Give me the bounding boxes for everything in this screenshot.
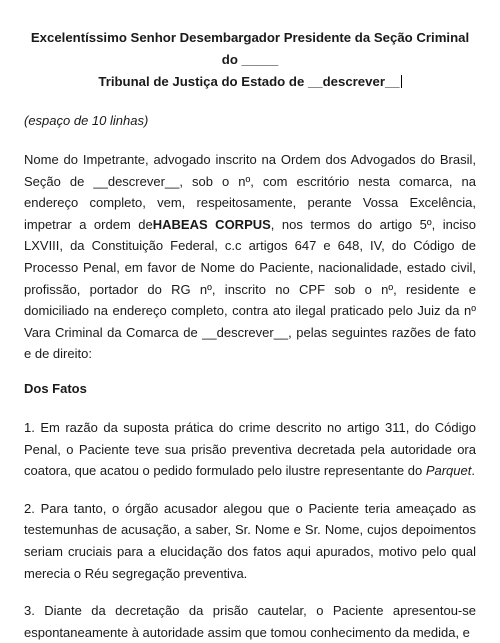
header-line-2	[24, 71, 476, 93]
intro-text-part-2: , nos termos do artigo 5º, inciso LXVIII, da Constituição Federal, c.c artigos 647 e 648, IV, do Código de Processo Penal, em favor de Nome do Paciente, nacionalidade, estado civil, profissão, portador do RG nº, inscrito no CPF sob o nº, residente e domiciliado na endereço completo, contra ato ilegal praticado pelo Juiz da nº Vara Criminal da Comarca de __descrever__, pelas seguintes razões de fato e de direito:	[24, 216, 476, 362]
habeas-corpus-term: HABEAS CORPUS	[152, 216, 271, 232]
header-line-2-text: Tribunal de Justiça do Estado de __descrever__	[98, 74, 400, 89]
paragraph-3: 3. Diante da decretação da prisão cautelar, o Paciente apresentou-se espontaneamente à autoridade assim que tomou conhecimento da medida, e	[24, 603, 476, 640]
document-header	[24, 27, 476, 93]
parquet-term: Parquet	[425, 463, 472, 479]
section-title-dos-fatos: Dos Fatos	[24, 380, 87, 396]
paragraph-1-text: 1. Em razão da suposta prática do crime descrito no artigo 311, do Código Penal, o Paciente teve sua prisão preventiva decretada pela autoridade ora coatora, que acatou o pedido formulado pelo ilustre representante do	[24, 419, 476, 479]
paragraph-1-end: .	[471, 463, 475, 479]
intro-text-part-1: Nome do Impetrante, advogado inscrito na Ordem dos Advogados do Brasil, Seção de __descrever__, sob o nº, com escritório nesta comarca, na endereço completo, vem, respeitosamente, perante Vossa Excelência, impetrar a ordem de	[24, 152, 476, 232]
spacing-note: (espaço de 10 linhas)	[24, 113, 149, 128]
header-line-1: Excelentíssimo Senhor Desembargador Presidente da Seção Criminal do _____	[30, 30, 470, 67]
intro-paragraph	[24, 149, 476, 365]
text-cursor	[401, 75, 402, 88]
paragraph-2: 2. Para tanto, o órgão acusador alegou que o Paciente teria ameaçado as testemunhas de acusação, a saber, Sr. Nome e Sr. Nome, cujos depoimentos seriam cruciais para a elucidação dos fatos aqui apurados, motivo pelo qual merecia o Réu segregação preventiva.	[24, 500, 476, 581]
paragraph-1	[24, 417, 476, 482]
